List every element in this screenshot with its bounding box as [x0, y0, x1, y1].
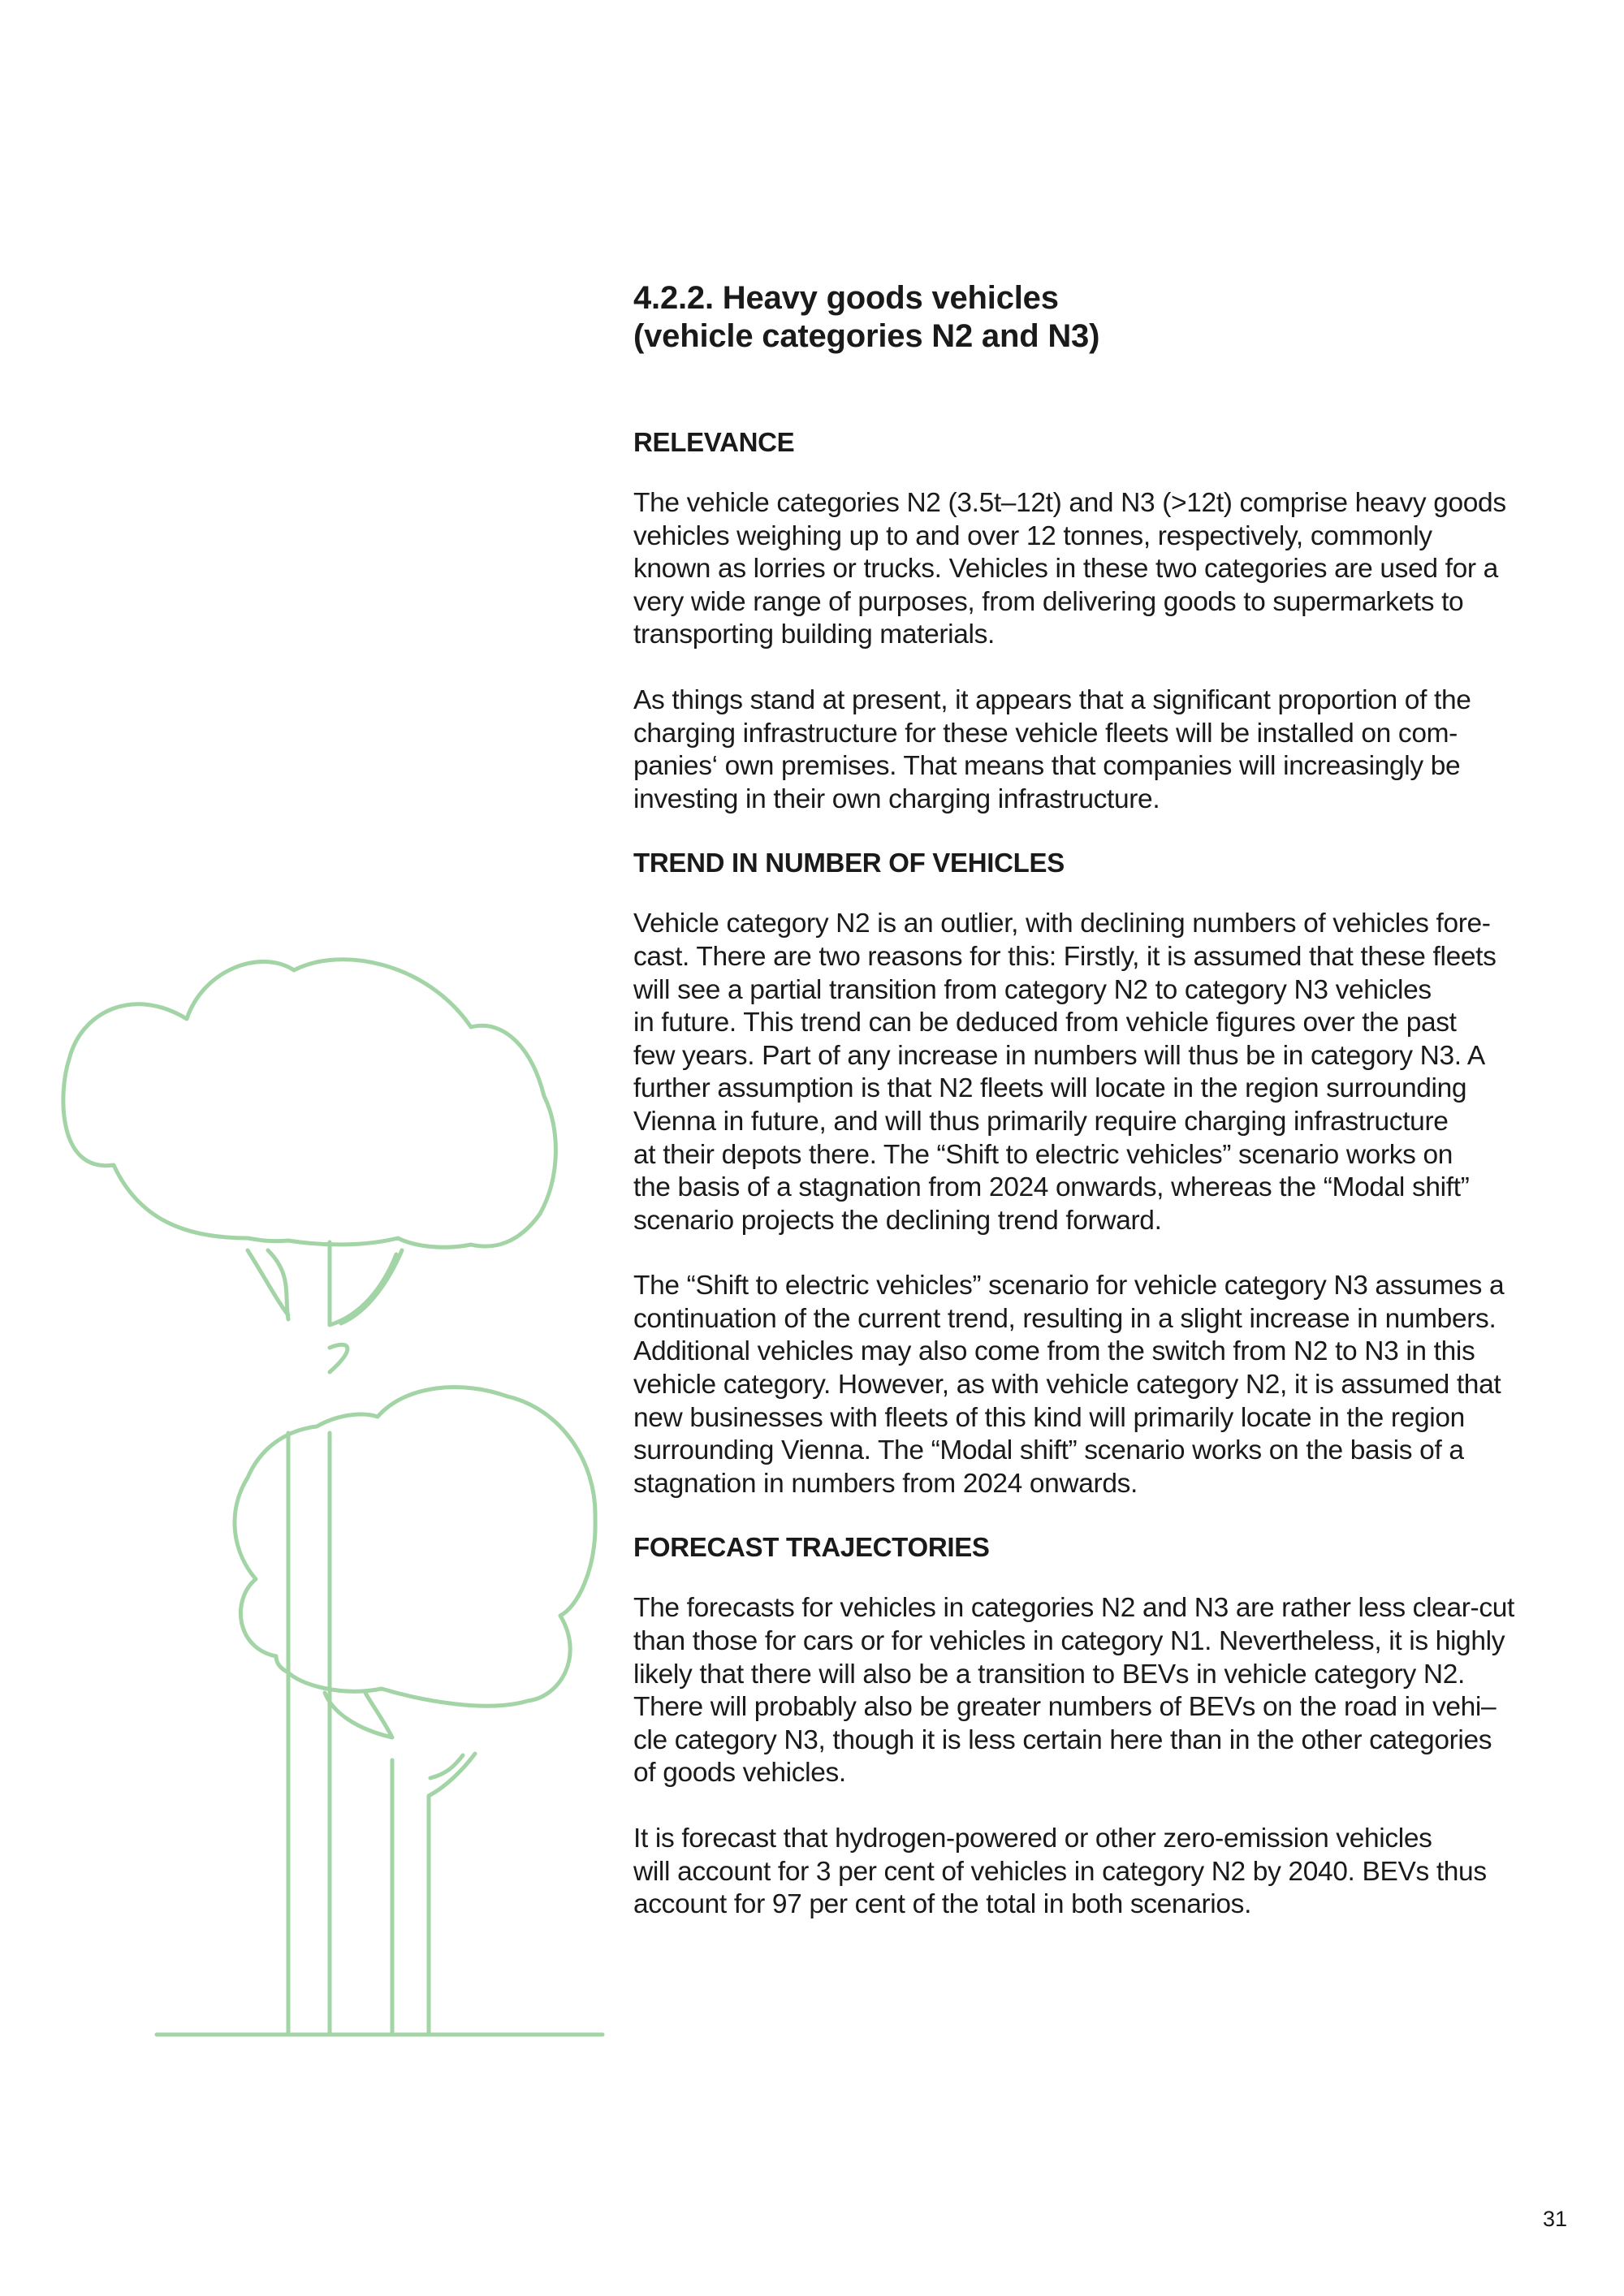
- trend-paragraph-1: [633, 908, 1567, 1237]
- main-content: [633, 279, 1567, 1922]
- text-line: continuation of the current trend, resulting in a slight increase in numbers.: [633, 1303, 1497, 1334]
- section-title: [633, 279, 1567, 356]
- upper-branch-right: [330, 1242, 402, 1372]
- text-line: It is forecast that hydrogen-powered or other zero-emission vehicles: [633, 1823, 1432, 1854]
- trend-paragraph-2: [633, 1270, 1567, 1500]
- text-line: charging infrastructure for these vehicle fleets will be installed on com-: [633, 718, 1458, 749]
- text-line: Vehicle category N2 is an outlier, with declining numbers of vehicles fore-: [633, 908, 1491, 939]
- text-line: transporting building materials.: [633, 619, 996, 650]
- text-line: will account for 3 per cent of vehicles in category N2 by 2040. BEVs thus: [633, 1856, 1487, 1887]
- text-line: few years. Part of any increase in numbers will thus be in category N3. A: [633, 1040, 1485, 1071]
- text-line: vehicles weighing up to and over 12 tonnes, respectively, commonly: [633, 520, 1432, 551]
- text-line: vehicle category. However, as with vehicle category N2, it is assumed that: [633, 1370, 1501, 1400]
- lower-branch-left: [325, 1693, 392, 1737]
- section-title-line: 4.2.2. Heavy goods vehicles: [633, 280, 1059, 316]
- lower-branch-right: [429, 1754, 475, 1796]
- upper-canopy: [63, 960, 556, 1248]
- text-line: The vehicle categories N2 (3.5t–12t) and N3 (>12t) comprise heavy goods: [633, 488, 1506, 518]
- text-line: stagnation in numbers from 2024 onwards.: [633, 1468, 1138, 1499]
- text-line: As things stand at present, it appears that a significant proportion of the: [633, 684, 1471, 715]
- page-number: 31: [1542, 2207, 1567, 2231]
- section-title-line: (vehicle categories N2 and N3): [633, 318, 1100, 354]
- text-line: very wide range of purposes, from delivering goods to supermarkets to: [633, 586, 1464, 617]
- text-line: panies‘ own premises. That means that companies will increasingly be: [633, 751, 1461, 782]
- forecast-paragraph-2: [633, 1823, 1567, 1922]
- text-line: will see a partial transition from category N2 to category N3 vehicles: [633, 974, 1432, 1005]
- text-line: scenario projects the declining trend forward.: [633, 1205, 1162, 1236]
- text-line: known as lorries or trucks. Vehicles in these two categories are used for a: [633, 554, 1498, 585]
- text-line: than those for cars or for vehicles in category N1. Nevertheless, it is highly: [633, 1626, 1505, 1657]
- text-line: surrounding Vienna. The “Modal shift” scenario works on the basis of a: [633, 1435, 1464, 1466]
- tree-trunk-right: [392, 1760, 429, 2035]
- text-line: in future. This trend can be deduced from vehicle figures over the past: [633, 1008, 1457, 1038]
- text-line: Vienna in future, and will thus primarily require charging infrastructure: [633, 1106, 1449, 1137]
- text-line: likely that there will also be a transition to BEVs in vehicle category N2.: [633, 1659, 1465, 1690]
- tree-trunk-left: [288, 1433, 330, 2035]
- text-line: at their depots there. The “Shift to electric vehicles” scenario works on: [633, 1139, 1453, 1170]
- forecast-heading: FORECAST TRAJECTORIES: [633, 1532, 990, 1563]
- text-line: The “Shift to electric vehicles” scenario for vehicle category N3 assumes a: [633, 1271, 1505, 1301]
- text-line: cle category N3, though it is less certain here than in the other categories: [633, 1724, 1492, 1755]
- text-line: new businesses with fleets of this kind will primarily locate in the region: [633, 1402, 1465, 1433]
- relevance-paragraph-1: [633, 487, 1567, 652]
- trend-heading: TREND IN NUMBER OF VEHICLES: [633, 848, 1065, 878]
- forecast-paragraph-1: [633, 1592, 1567, 1790]
- text-line: Additional vehicles may also come from the switch from N2 to N3 in this: [633, 1336, 1475, 1367]
- text-line: There will probably also be greater numbers of BEVs on the road in vehi–: [633, 1692, 1497, 1723]
- text-line: investing in their own charging infrastructure.: [633, 783, 1160, 814]
- text-line: further assumption is that N2 fleets will locate in the region surrounding: [633, 1073, 1467, 1104]
- upper-branch-left: [248, 1250, 288, 1319]
- relevance-heading: RELEVANCE: [633, 427, 795, 457]
- text-line: The forecasts for vehicles in categories N2 and N3 are rather less clear-cut: [633, 1593, 1514, 1624]
- text-line: of goods vehicles.: [633, 1758, 846, 1789]
- text-line: account for 97 per cent of the total in both scenarios.: [633, 1889, 1252, 1920]
- text-line: cast. There are two reasons for this: Firstly, it is assumed that these fleets: [633, 941, 1497, 972]
- relevance-paragraph-2: [633, 684, 1567, 816]
- text-line: the basis of a stagnation from 2024 onwards, whereas the “Modal shift”: [633, 1172, 1470, 1203]
